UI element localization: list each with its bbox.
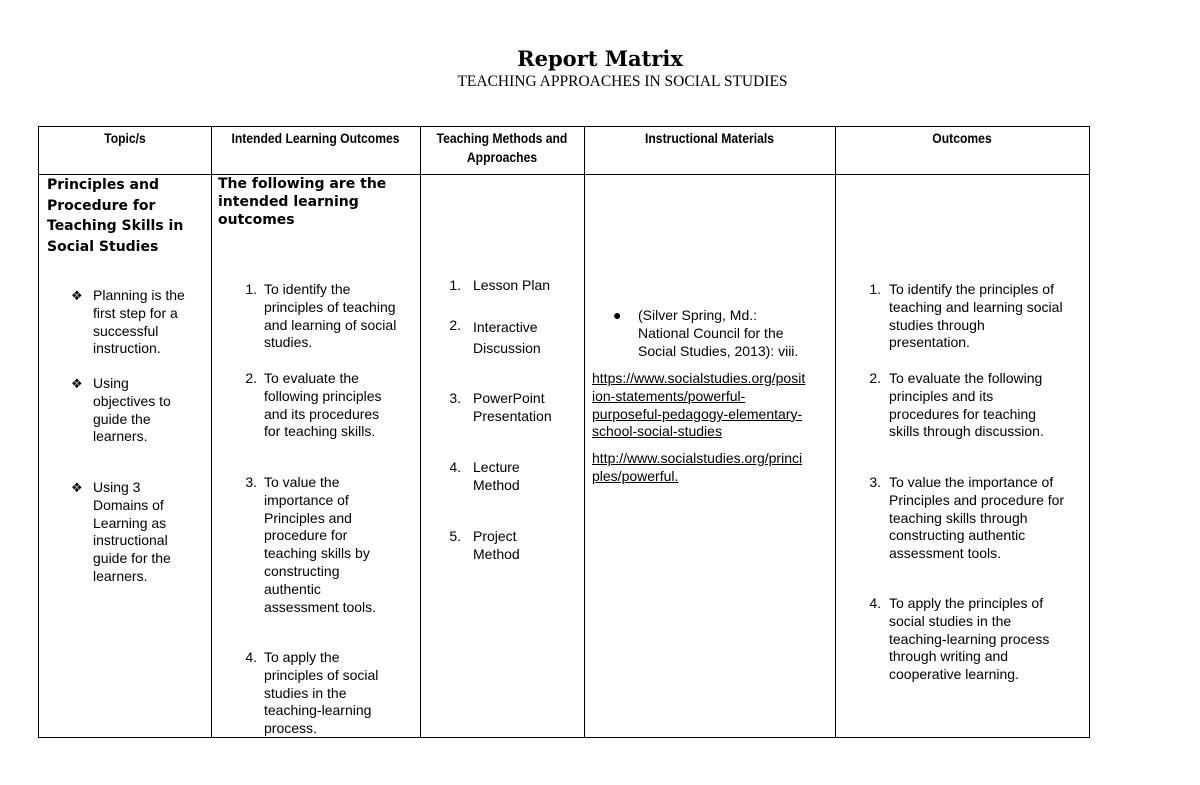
ilo-line: and learning of social	[264, 316, 397, 333]
ilo-line: importance of	[264, 491, 349, 508]
bullet-line: Using	[93, 375, 129, 391]
diamond-bullet-icon: ❖	[71, 288, 83, 303]
method-item-5	[473, 528, 520, 564]
link-line[interactable]: ion-statements/powerful-	[592, 387, 746, 404]
diamond-bullet-icon: ❖	[71, 480, 83, 495]
ilo-line: To apply the	[264, 649, 340, 665]
list-number: 4.	[449, 459, 461, 475]
header-line: Approaches	[466, 150, 538, 165]
outcome-line: studies through	[889, 316, 985, 333]
citation-line: (Silver Spring, Md.:	[638, 307, 758, 323]
ilo-line: following principles	[264, 387, 382, 404]
bullet-line: guide the	[93, 410, 151, 427]
materials-citation	[638, 307, 798, 360]
method-item-4	[473, 459, 520, 495]
ilo-title-line: intended learning	[218, 194, 359, 210]
topic-bullet-domains	[93, 479, 171, 586]
outcome-line: cooperative learning.	[889, 666, 1019, 683]
outcome-line: teaching and learning social	[889, 298, 1063, 315]
header-teaching-methods	[428, 129, 576, 167]
citation-line: National Council for the	[638, 324, 784, 341]
topic-bullet-planning	[93, 287, 185, 358]
bullet-line: Planning is the	[93, 287, 185, 303]
ilo-line: authentic	[264, 580, 321, 597]
list-number: 3.	[245, 474, 257, 490]
outcome-line: social studies in the	[889, 612, 1012, 629]
method-line: Discussion	[473, 339, 541, 356]
list-number: 2.	[245, 370, 257, 386]
ilo-title-line: The following are the	[218, 176, 387, 192]
topic-title	[47, 175, 212, 257]
list-number: 4.	[869, 595, 881, 611]
topic-title-line: Principles and	[47, 177, 159, 193]
link-line[interactable]: https://www.socialstudies.org/posit	[592, 370, 806, 386]
list-number: 1.	[869, 281, 881, 297]
bullet-line: Domains of	[93, 496, 164, 513]
ilo-item-2	[264, 370, 382, 441]
document-subtitle: TEACHING APPROACHES IN SOCIAL STUDIES	[457, 73, 788, 90]
citation-line: Social Studies, 2013): viii.	[638, 342, 799, 359]
method-line: Lecture	[473, 459, 520, 475]
outcome-line: Principles and procedure for	[889, 491, 1065, 508]
ilo-title	[218, 175, 403, 229]
topic-bullet-objectives	[93, 375, 171, 446]
ilo-line: To evaluate the	[264, 370, 359, 386]
ilo-line: for teaching skills.	[264, 423, 376, 440]
bullet-dot-icon: ●	[613, 307, 622, 323]
column-divider	[584, 127, 585, 737]
link-line[interactable]: ples/powerful.	[592, 467, 679, 484]
method-line: PowerPoint	[473, 390, 545, 406]
bullet-line: Learning as	[93, 514, 167, 531]
outcome-line: through writing and	[889, 648, 1009, 665]
ilo-line: principles of teaching	[264, 298, 396, 315]
method-line: Lesson Plan	[473, 277, 551, 293]
method-item-3	[473, 390, 552, 426]
outcome-item-3	[889, 474, 1064, 563]
link-line[interactable]: school-social-studies	[592, 423, 722, 440]
document-title: Report Matrix	[517, 46, 683, 71]
header-intended-learning-outcomes: Intended Learning Outcomes	[231, 131, 400, 146]
ilo-line: constructing	[264, 562, 340, 579]
outcome-line: constructing authentic	[889, 527, 1026, 544]
diamond-bullet-icon: ❖	[71, 376, 83, 391]
list-number: 2.	[869, 370, 881, 386]
list-number: 2.	[449, 317, 461, 333]
ilo-line: assessment tools.	[264, 598, 377, 615]
list-number: 1.	[449, 277, 461, 293]
outcome-line: teaching-learning process	[889, 630, 1050, 647]
method-line: Presentation	[473, 407, 552, 424]
outcome-line: To apply the principles of	[889, 595, 1044, 611]
bullet-line: first step for a	[93, 304, 178, 321]
ilo-line: teaching-learning	[264, 702, 372, 719]
topic-title-line: Teaching Skills in	[47, 218, 184, 234]
ilo-line: principles of social	[264, 666, 379, 683]
report-matrix-table	[38, 126, 1090, 738]
method-line: Method	[473, 545, 520, 562]
bullet-line: Using 3	[93, 479, 141, 495]
ilo-line: process.	[264, 720, 317, 737]
outcome-line: To evaluate the following	[889, 370, 1043, 386]
ilo-item-1	[264, 281, 396, 352]
ilo-line: teaching skills by	[264, 545, 370, 562]
ilo-line: Principles and	[264, 509, 352, 526]
link-line[interactable]: http://www.socialstudies.org/princi	[592, 450, 803, 466]
header-topics: Topic/s	[104, 131, 146, 146]
ilo-line: To value the	[264, 474, 340, 490]
outcome-line: To value the importance of	[889, 474, 1054, 490]
header-line: Teaching Methods and	[436, 131, 568, 146]
bullet-line: guide for the	[93, 550, 171, 567]
list-number: 3.	[869, 474, 881, 490]
bullet-line: instruction.	[93, 340, 161, 357]
ilo-title-line: outcomes	[218, 212, 295, 228]
method-line: Interactive	[473, 319, 538, 335]
ilo-line: procedure for	[264, 527, 348, 544]
list-number: 5.	[449, 528, 461, 544]
topic-title-line: Social Studies	[47, 238, 159, 255]
link-line[interactable]: purposeful-pedagogy-elementary-	[592, 405, 803, 422]
list-number: 3.	[449, 390, 461, 406]
outcome-item-4	[889, 595, 1049, 684]
header-outcomes: Outcomes	[932, 131, 992, 146]
outcome-line: principles and its	[889, 387, 994, 404]
method-item-2	[473, 317, 541, 358]
outcome-item-2	[889, 370, 1044, 441]
outcome-line: To identify the principles of	[889, 281, 1054, 297]
column-divider	[420, 127, 421, 737]
outcome-line: procedures for teaching	[889, 405, 1037, 422]
ilo-line: and its procedures	[264, 405, 380, 422]
outcome-item-1	[889, 281, 1063, 352]
bullet-line: objectives to	[93, 392, 171, 409]
bullet-line: learners.	[93, 567, 148, 584]
method-line: Method	[473, 476, 520, 493]
outcome-line: teaching skills through	[889, 509, 1028, 526]
header-instructional-materials: Instructional Materials	[645, 131, 774, 146]
outcome-line: assessment tools.	[889, 545, 1002, 562]
ilo-item-3	[264, 474, 376, 616]
ilo-line: To identify the	[264, 281, 351, 297]
ilo-item-4	[264, 649, 378, 738]
materials-link-socialstudies-principles[interactable]	[592, 450, 802, 486]
outcome-line: presentation.	[889, 334, 970, 351]
column-divider	[835, 127, 836, 737]
method-item-1	[473, 277, 550, 295]
list-number: 4.	[245, 649, 257, 665]
bullet-line: learners.	[93, 428, 148, 445]
materials-link-socialstudies-position[interactable]	[592, 370, 805, 441]
outcome-line: skills through discussion.	[889, 423, 1044, 440]
bullet-line: successful	[93, 322, 159, 339]
bullet-line: instructional	[93, 532, 168, 549]
list-number: 1.	[245, 281, 257, 297]
ilo-line: studies.	[264, 334, 313, 351]
ilo-line: studies in the	[264, 684, 347, 701]
topic-title-line: Procedure for	[47, 197, 156, 214]
method-line: Project	[473, 528, 517, 544]
